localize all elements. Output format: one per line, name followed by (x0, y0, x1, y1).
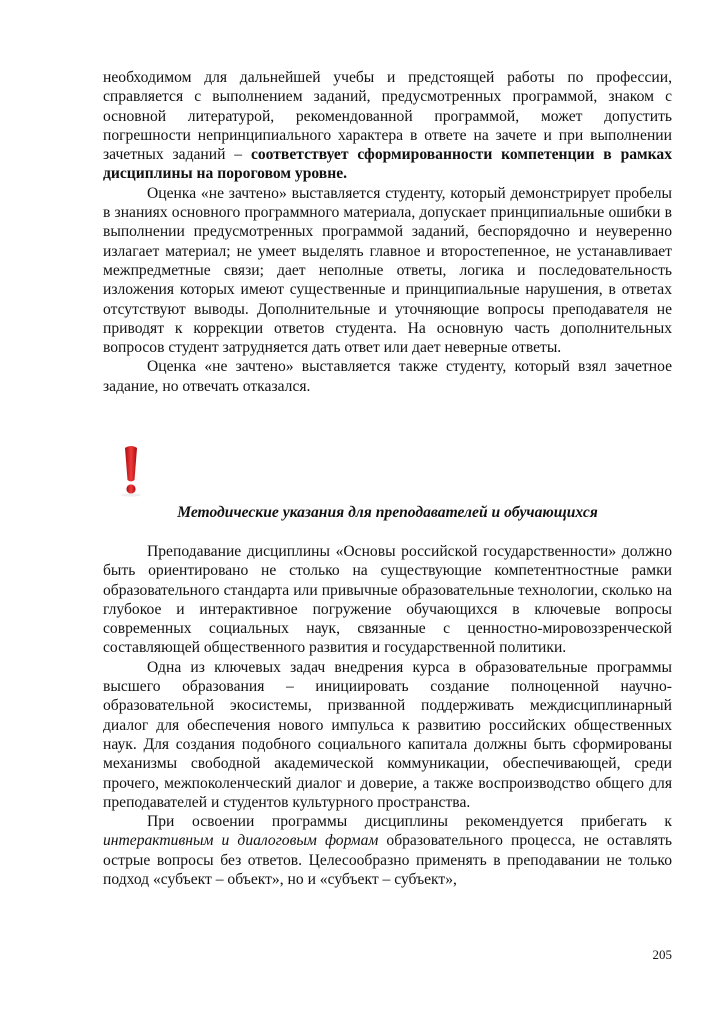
paragraph-pass-criteria: необходимом для дальнейшей учебы и предстоящей работы по профессии, справляется с выполнением заданий, предусмотренных программой, знаком с основной литературой, рекомендованной программой, может допустить погрешности непринципиального характера в ответе на зачете и при выполнении зачетных заданий – соответствует сформированности компетенции в рамках дисциплины на пороговом уровне. (103, 69, 673, 183)
exclamation-icon (104, 442, 158, 498)
assessment-criteria-text (103, 68, 672, 396)
italic-emphasis: интерактивным и диалоговым формам (103, 832, 379, 850)
paragraph-fail-refusal: Оценка «не зачтено» выставляется также студенту, который взял зачетное задание, но отвечать отказался. (103, 358, 672, 395)
bold-conclusion: соответствует сформированности компетенции в рамках дисциплины на пороговом уровне. (103, 146, 673, 183)
paragraph-interactive-forms: При освоении программы дисциплины рекомендуется прибегать к интерактивным и диалоговым формам образовательного процесса, не оставлять острые вопросы без ответов. Целесообразно применять в преподавании не только подход «субъект – объект», но и «субъект – субъект», (103, 813, 672, 889)
page-number: 205 (652, 947, 672, 962)
paragraph-fail-criteria: Оценка «не зачтено» выставляется студенту, который демонстрирует пробелы в знаниях основного программного материала, допускает принципиальные ошибки в выполнении предусмотренных программой заданий, беспорядочно и неуверенно излагает материал; не умеет выделять главное и второстепенное, не устанавливает межпредметные связи; дает неполные ответы, логика и последовательность изложения которых имеют существенные и принципиальные нарушения, в ответах отсутствуют выводы. Дополнительные и уточняющие вопросы преподавателя не приводят к коррекции ответов студента. На основную часть дополнительных вопросов студент затрудняется дать ответ или дает неверные ответы. (103, 184, 672, 357)
paragraph-orientation: Преподавание дисциплины «Основы российской государственности» должно быть ориентировано не столько на существующие компетентностные рамки образовательного стандарта или привычные образовательные технологии, сколько на глубокое и интерактивное погружение обучающихся в ключевые вопросы современных социальных наук, связанные с ценностно-мировоззренческой составляющей общественного развития и государственной политики. (103, 543, 672, 657)
paragraph-key-tasks: Одна из ключевых задач внедрения курса в образовательные программы высшего образования – инициировать создание полноценной научно-образовательной экосистемы, призванной поддерживать междисциплинарный диалог для обеспечения нового импульса к развитию российских общественных наук. Для создания подобного социального капитала должны быть сформированы механизмы свободной академической коммуникации, обеспечивающей, среди прочего, межпоколенческий диалог и доверие, а также воспроизводство общего для преподавателей и студентов культурного пространства. (103, 658, 672, 811)
section-heading: Методические указания для преподавателей и обучающихся (177, 504, 598, 521)
methodical-guidelines-text (103, 542, 672, 889)
